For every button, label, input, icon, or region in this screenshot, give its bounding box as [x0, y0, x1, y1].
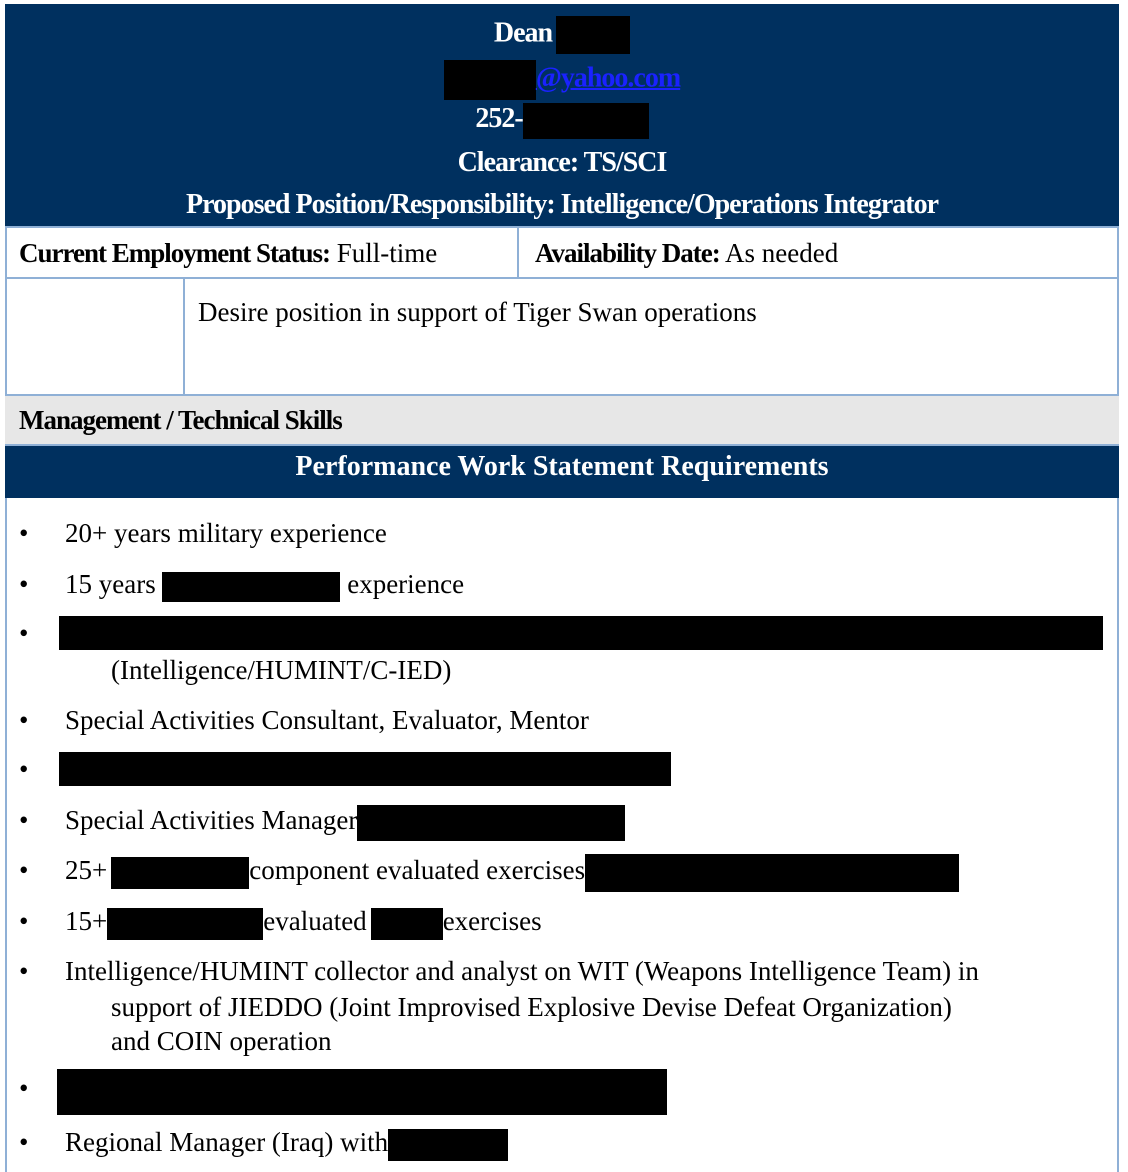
- redaction-bar: [371, 908, 443, 940]
- redaction-bar: [162, 572, 340, 602]
- bullet-icon: •: [19, 1127, 29, 1157]
- employment-status-value: Full-time: [336, 238, 438, 268]
- redaction-bar: [357, 805, 625, 841]
- redaction-bar: [111, 857, 249, 889]
- bullet-icon: •: [19, 618, 29, 648]
- bullet-icon: •: [19, 855, 29, 885]
- pws-heading: Performance Work Statement Requirements: [295, 451, 829, 482]
- availability-date-label: Availability Date:: [535, 238, 720, 268]
- redaction-bar: [107, 908, 263, 940]
- bullet-icon: •: [19, 569, 29, 599]
- redaction-bar: [59, 616, 1103, 650]
- availability-date-cell: [535, 238, 838, 269]
- redaction-bar: [57, 1069, 667, 1115]
- phone-line: [5, 102, 1119, 139]
- resume-header: [5, 4, 1119, 226]
- status-row: [5, 226, 1119, 279]
- bullet-icon: •: [19, 705, 29, 735]
- list-item: • Intelligence/HUMINT collector and analyst on WIT (Weapons Intelligence Team) in support of JIEDDO (Joint Improvised Explosive Devise Defeat Organization) and COIN operation: [19, 956, 979, 1056]
- skills-heading-row: [5, 396, 1119, 446]
- list-item: • (Intelligence/HUMINT/C-IED): [5, 616, 1119, 706]
- pws-heading-row: [5, 446, 1119, 498]
- redacted-phone: [523, 103, 649, 139]
- redaction-bar: [388, 1129, 508, 1161]
- desire-label-cell: [5, 279, 185, 394]
- redacted-email-user: [444, 60, 536, 100]
- email-link[interactable]: @yahoo.com: [535, 62, 681, 94]
- bullet-icon: •: [19, 754, 29, 784]
- employment-status-cell: [5, 228, 519, 277]
- desire-text: Desire position in support of Tiger Swan operations: [198, 297, 757, 327]
- bullet-icon: •: [19, 805, 29, 835]
- redaction-bar: [585, 854, 959, 892]
- clearance-line: Clearance: TS/SCI: [457, 147, 667, 178]
- bullet-icon: •: [19, 956, 29, 986]
- employment-status-label: Current Employment Status:: [19, 238, 330, 268]
- redacted-last-name: [556, 16, 630, 54]
- desire-row: [5, 279, 1119, 396]
- skills-heading: Management / Technical Skills: [19, 405, 342, 435]
- proposed-position-line: Proposed Position/Responsibility: Intelligence/Operations Integrator: [185, 189, 939, 220]
- bullet-icon: •: [19, 1073, 29, 1103]
- bullet-icon: •: [19, 518, 29, 548]
- candidate-first-name: Dean: [493, 17, 553, 49]
- redaction-bar: [59, 752, 671, 786]
- email-line: [5, 60, 1119, 100]
- bullet-icon: •: [19, 906, 29, 936]
- availability-date-value: As needed: [725, 238, 839, 268]
- name-line: [5, 16, 1119, 54]
- phone-prefix: 252-: [475, 103, 523, 134]
